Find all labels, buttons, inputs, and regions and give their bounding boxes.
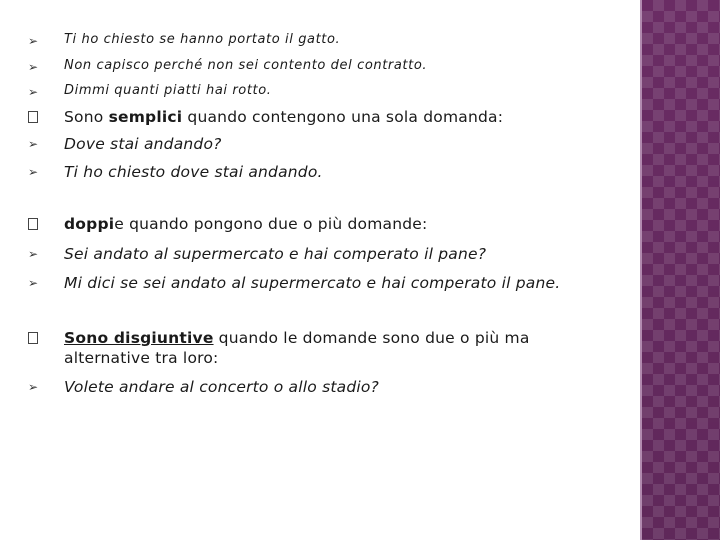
arrow-bullet-icon: ➢ (28, 60, 39, 74)
example-text: Non capisco perché non sei contento del contratto. (64, 58, 428, 73)
example-text: Mi dici se sei andato al supermercato e hai comperato il pane. (64, 274, 561, 292)
example-text: Sei andato al supermercato e hai comperato il pane? (64, 245, 487, 263)
example-text: Dove stai andando? (64, 135, 222, 153)
arrow-bullet-icon: ➢ (28, 34, 39, 48)
rule-text-post: e quando pongono due o più domande: (114, 215, 428, 233)
example-line-6 (28, 162, 323, 182)
example-text: Volete andare al concerto o allo stadio? (64, 378, 379, 396)
rule-keyword: semplici (108, 108, 183, 126)
rule-text-post: quando contengono una sola domanda: (182, 108, 504, 126)
example-line-9 (28, 273, 560, 293)
example-line-2 (28, 57, 427, 76)
rule-semplici (28, 107, 503, 127)
decorative-side-panel (642, 0, 720, 540)
example-text: Dimmi quanti piatti hai rotto. (64, 83, 272, 98)
arrow-bullet-icon: ➢ (28, 165, 39, 179)
arrow-bullet-icon: ➢ (28, 137, 39, 151)
arrow-bullet-icon: ➢ (28, 85, 39, 99)
rule-text-pre: Sono (64, 108, 109, 126)
arrow-bullet-icon: ➢ (28, 247, 39, 261)
rule-text (64, 328, 530, 368)
square-bullet-icon (28, 111, 38, 123)
rule-keyword: Sono disgiuntive (64, 329, 214, 347)
rule-text (64, 214, 427, 234)
example-text: Ti ho chiesto se hanno portato il gatto. (64, 32, 341, 47)
arrow-bullet-icon: ➢ (28, 380, 39, 394)
square-bullet-icon (28, 218, 38, 230)
arrow-bullet-icon: ➢ (28, 276, 39, 290)
example-line-3 (28, 82, 272, 101)
rule-text (64, 107, 503, 127)
example-text: Ti ho chiesto dove stai andando. (64, 163, 323, 181)
example-line-11 (28, 377, 379, 397)
rule-text-line2: alternative tra loro: (64, 349, 219, 367)
example-line-1 (28, 31, 340, 50)
rule-disgiuntive (28, 328, 530, 368)
rule-keyword: doppi (64, 215, 115, 233)
example-line-8 (28, 244, 486, 264)
example-line-5 (28, 134, 222, 154)
square-bullet-icon (28, 332, 38, 344)
rule-text-post: quando le domande sono due o più ma (213, 329, 530, 347)
rule-doppie (28, 214, 427, 234)
